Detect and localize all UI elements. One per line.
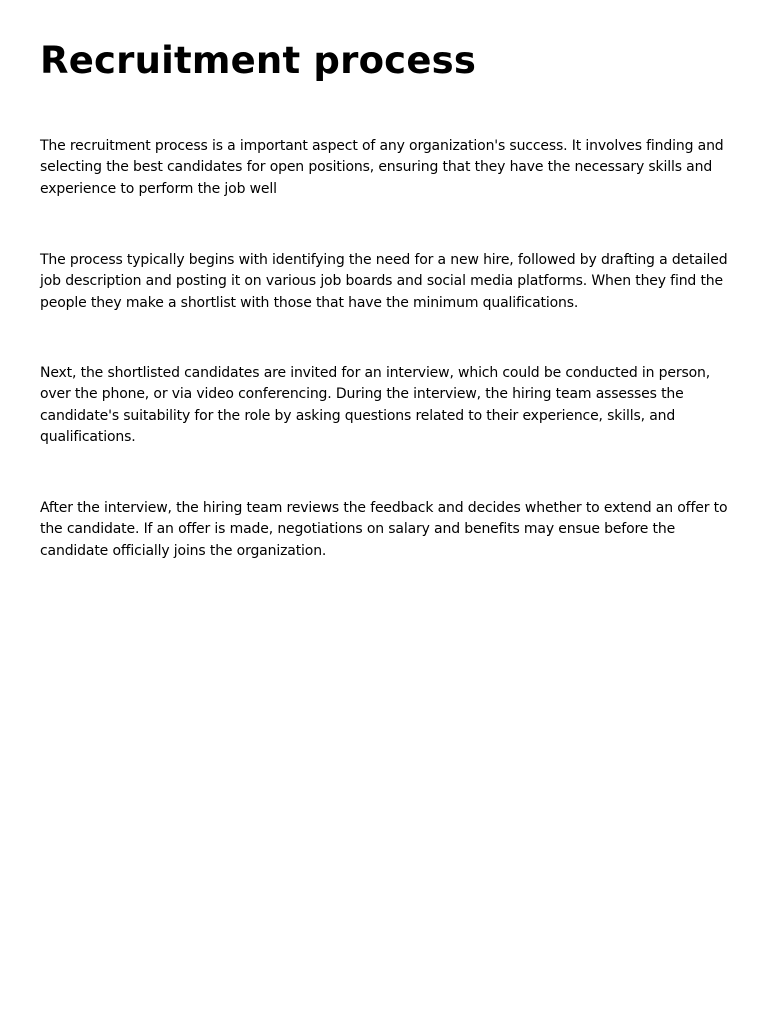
paragraph-offer: After the interview, the hiring team reviews the feedback and decides whether to extend an offer to the candidate. If an offer is made, negotiations on salary and benefits may ensue before the candidate officially joins the organization. [40,500,728,559]
document-title: Recruitment process [40,39,477,82]
paragraph-introduction: The recruitment process is a important aspect of any organization's success. It involves finding and selecting the best candidates for open positions, ensuring that they have the necessary skills and experience to perform the job well [40,138,724,197]
paragraph-interview: Next, the shortlisted candidates are invited for an interview, which could be conducted in person, over the phone, or via video conferencing. During the interview, the hiring team assesses the candidate's suitability for the role by asking questions related to their experience, skills, and qualifications. [40,365,711,446]
paragraph-job-posting: The process typically begins with identifying the need for a new hire, followed by drafting a detailed job description and posting it on various job boards and social media platforms. When they find the people they make a shortlist with those that have the minimum qualifications. [40,252,728,311]
